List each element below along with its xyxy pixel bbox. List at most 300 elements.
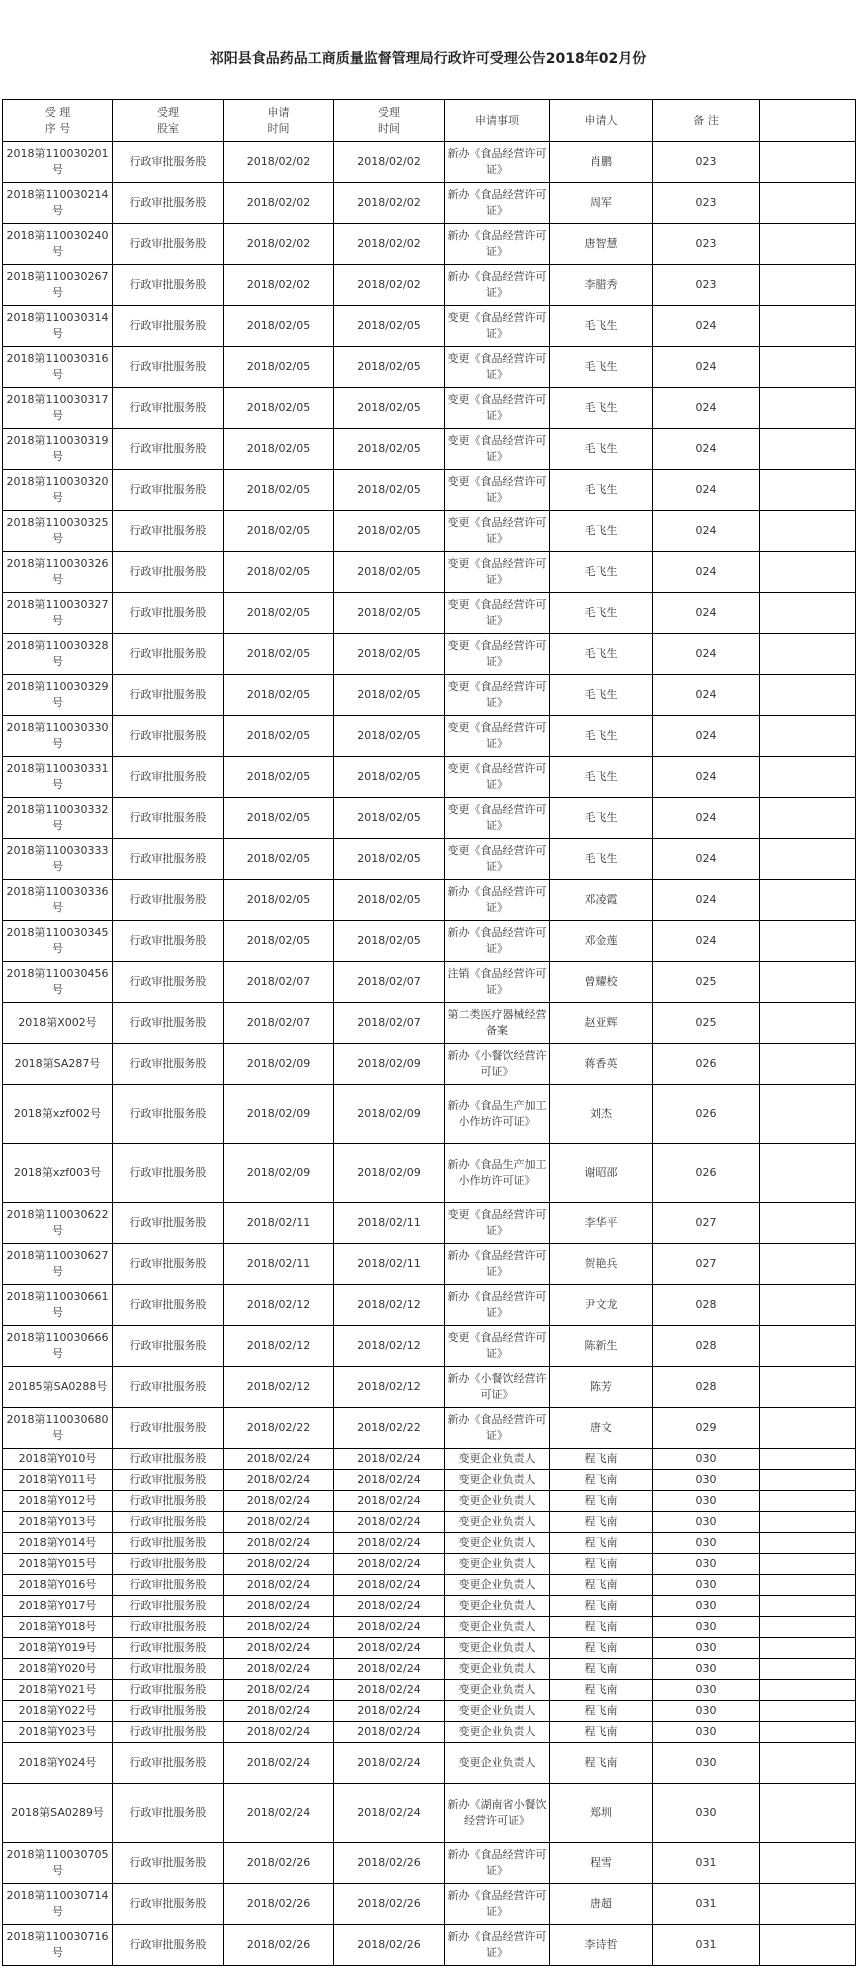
cell-remark: 030 bbox=[653, 1449, 760, 1470]
table-row bbox=[3, 839, 856, 880]
table-row bbox=[3, 183, 856, 224]
cell-empty bbox=[760, 1743, 856, 1784]
cell-department: 行政审批服务股 bbox=[113, 306, 224, 347]
cell-matter: 变更《食品经营许可证》 bbox=[445, 634, 550, 675]
cell-matter: 新办《食品经营许可证》 bbox=[445, 142, 550, 183]
cell-apply-time: 2018/02/24 bbox=[224, 1701, 334, 1722]
cell-empty bbox=[760, 1367, 856, 1408]
table-row bbox=[3, 1680, 856, 1701]
cell-remark: 030 bbox=[653, 1554, 760, 1575]
cell-matter: 变更《食品经营许可证》 bbox=[445, 716, 550, 757]
cell-department: 行政审批服务股 bbox=[113, 1533, 224, 1554]
cell-department: 行政审批服务股 bbox=[113, 347, 224, 388]
table-row bbox=[3, 1596, 856, 1617]
cell-department: 行政审批服务股 bbox=[113, 1701, 224, 1722]
cell-apply-time: 2018/02/05 bbox=[224, 716, 334, 757]
cell-accept-time: 2018/02/05 bbox=[334, 921, 445, 962]
cell-serial-no: 2018第110030331号 bbox=[3, 757, 113, 798]
cell-remark: 031 bbox=[653, 1884, 760, 1925]
cell-applicant: 唐文 bbox=[550, 1408, 653, 1449]
table-row bbox=[3, 142, 856, 183]
cell-applicant: 毛飞生 bbox=[550, 757, 653, 798]
cell-serial-no: 2018第xzf002号 bbox=[3, 1085, 113, 1144]
cell-department: 行政审批服务股 bbox=[113, 1044, 224, 1085]
cell-applicant: 邓金莲 bbox=[550, 921, 653, 962]
cell-matter: 新办《食品生产加工小作坊许可证》 bbox=[445, 1144, 550, 1203]
cell-serial-no: 2018第SA287号 bbox=[3, 1044, 113, 1085]
cell-serial-no: 2018第X002号 bbox=[3, 1003, 113, 1044]
cell-empty bbox=[760, 1596, 856, 1617]
table-row bbox=[3, 1701, 856, 1722]
cell-empty bbox=[760, 429, 856, 470]
cell-accept-time: 2018/02/24 bbox=[334, 1659, 445, 1680]
cell-apply-time: 2018/02/24 bbox=[224, 1554, 334, 1575]
cell-apply-time: 2018/02/24 bbox=[224, 1596, 334, 1617]
cell-applicant: 陈芳 bbox=[550, 1367, 653, 1408]
table-row bbox=[3, 1925, 856, 1966]
cell-accept-time: 2018/02/02 bbox=[334, 265, 445, 306]
table-row bbox=[3, 1408, 856, 1449]
cell-department: 行政审批服务股 bbox=[113, 511, 224, 552]
cell-applicant: 毛飞生 bbox=[550, 511, 653, 552]
table-row bbox=[3, 511, 856, 552]
cell-remark: 026 bbox=[653, 1044, 760, 1085]
cell-applicant: 程飞南 bbox=[550, 1722, 653, 1743]
table-row bbox=[3, 1367, 856, 1408]
cell-apply-time: 2018/02/05 bbox=[224, 429, 334, 470]
cell-remark: 024 bbox=[653, 347, 760, 388]
cell-remark: 028 bbox=[653, 1285, 760, 1326]
cell-remark: 030 bbox=[653, 1575, 760, 1596]
cell-apply-time: 2018/02/22 bbox=[224, 1408, 334, 1449]
cell-empty bbox=[760, 757, 856, 798]
cell-remark: 030 bbox=[653, 1533, 760, 1554]
cell-matter: 新办《食品经营许可证》 bbox=[445, 1244, 550, 1285]
cell-apply-time: 2018/02/24 bbox=[224, 1722, 334, 1743]
cell-accept-time: 2018/02/12 bbox=[334, 1367, 445, 1408]
cell-remark: 029 bbox=[653, 1408, 760, 1449]
cell-accept-time: 2018/02/24 bbox=[334, 1743, 445, 1784]
cell-applicant: 程飞南 bbox=[550, 1680, 653, 1701]
cell-serial-no: 2018第110030329号 bbox=[3, 675, 113, 716]
cell-empty bbox=[760, 1085, 856, 1144]
cell-serial-no: 2018第110030456号 bbox=[3, 962, 113, 1003]
cell-matter: 变更企业负责人 bbox=[445, 1596, 550, 1617]
cell-department: 行政审批服务股 bbox=[113, 470, 224, 511]
cell-department: 行政审批服务股 bbox=[113, 1743, 224, 1784]
cell-accept-time: 2018/02/05 bbox=[334, 634, 445, 675]
cell-empty bbox=[760, 1784, 856, 1843]
header-matter: 申请事项 bbox=[445, 100, 550, 142]
cell-serial-no: 2018第Y018号 bbox=[3, 1617, 113, 1638]
cell-remark: 030 bbox=[653, 1596, 760, 1617]
cell-apply-time: 2018/02/24 bbox=[224, 1659, 334, 1680]
cell-department: 行政审批服务股 bbox=[113, 880, 224, 921]
cell-serial-no: 2018第Y024号 bbox=[3, 1743, 113, 1784]
cell-empty bbox=[760, 675, 856, 716]
cell-applicant: 李华平 bbox=[550, 1203, 653, 1244]
cell-accept-time: 2018/02/05 bbox=[334, 388, 445, 429]
cell-remark: 024 bbox=[653, 552, 760, 593]
table-row bbox=[3, 388, 856, 429]
cell-apply-time: 2018/02/24 bbox=[224, 1491, 334, 1512]
cell-matter: 变更《食品经营许可证》 bbox=[445, 1203, 550, 1244]
cell-accept-time: 2018/02/24 bbox=[334, 1449, 445, 1470]
cell-matter: 新办《食品经营许可证》 bbox=[445, 1925, 550, 1966]
cell-apply-time: 2018/02/24 bbox=[224, 1680, 334, 1701]
cell-apply-time: 2018/02/02 bbox=[224, 224, 334, 265]
cell-accept-time: 2018/02/09 bbox=[334, 1044, 445, 1085]
cell-remark: 030 bbox=[653, 1722, 760, 1743]
cell-empty bbox=[760, 1638, 856, 1659]
table-row bbox=[3, 798, 856, 839]
cell-apply-time: 2018/02/24 bbox=[224, 1617, 334, 1638]
cell-matter: 新办《食品经营许可证》 bbox=[445, 880, 550, 921]
cell-applicant: 毛飞生 bbox=[550, 306, 653, 347]
cell-serial-no: 2018第110030332号 bbox=[3, 798, 113, 839]
table-row bbox=[3, 1554, 856, 1575]
cell-accept-time: 2018/02/24 bbox=[334, 1617, 445, 1638]
cell-empty bbox=[760, 470, 856, 511]
table-row bbox=[3, 1244, 856, 1285]
cell-serial-no: 2018第110030627号 bbox=[3, 1244, 113, 1285]
cell-apply-time: 2018/02/09 bbox=[224, 1144, 334, 1203]
table-body bbox=[3, 142, 856, 1966]
cell-empty bbox=[760, 1285, 856, 1326]
cell-applicant: 贺艳兵 bbox=[550, 1244, 653, 1285]
cell-serial-no: 2018第110030317号 bbox=[3, 388, 113, 429]
cell-matter: 变更企业负责人 bbox=[445, 1512, 550, 1533]
cell-applicant: 毛飞生 bbox=[550, 388, 653, 429]
header-applicant: 申请人 bbox=[550, 100, 653, 142]
cell-applicant: 程飞南 bbox=[550, 1638, 653, 1659]
cell-empty bbox=[760, 1884, 856, 1925]
cell-applicant: 毛飞生 bbox=[550, 798, 653, 839]
table-row bbox=[3, 1843, 856, 1884]
cell-apply-time: 2018/02/26 bbox=[224, 1843, 334, 1884]
cell-serial-no: 2018第Y010号 bbox=[3, 1449, 113, 1470]
table-row bbox=[3, 552, 856, 593]
cell-accept-time: 2018/02/26 bbox=[334, 1884, 445, 1925]
cell-accept-time: 2018/02/05 bbox=[334, 306, 445, 347]
cell-matter: 变更《食品经营许可证》 bbox=[445, 347, 550, 388]
cell-serial-no: 2018第110030330号 bbox=[3, 716, 113, 757]
cell-applicant: 赵亚辉 bbox=[550, 1003, 653, 1044]
cell-empty bbox=[760, 1617, 856, 1638]
cell-empty bbox=[760, 552, 856, 593]
cell-matter: 变更企业负责人 bbox=[445, 1470, 550, 1491]
cell-matter: 新办《小餐饮经营许可证》 bbox=[445, 1367, 550, 1408]
cell-accept-time: 2018/02/02 bbox=[334, 142, 445, 183]
cell-department: 行政审批服务股 bbox=[113, 1144, 224, 1203]
permit-table bbox=[2, 99, 856, 1966]
table-row bbox=[3, 1285, 856, 1326]
cell-serial-no: 2018第110030214号 bbox=[3, 183, 113, 224]
cell-apply-time: 2018/02/05 bbox=[224, 675, 334, 716]
cell-accept-time: 2018/02/24 bbox=[334, 1533, 445, 1554]
cell-accept-time: 2018/02/24 bbox=[334, 1701, 445, 1722]
cell-serial-no: 2018第Y017号 bbox=[3, 1596, 113, 1617]
table-row bbox=[3, 1085, 856, 1144]
cell-remark: 027 bbox=[653, 1203, 760, 1244]
cell-department: 行政审批服务股 bbox=[113, 675, 224, 716]
cell-empty bbox=[760, 142, 856, 183]
cell-applicant: 毛飞生 bbox=[550, 634, 653, 675]
cell-remark: 024 bbox=[653, 839, 760, 880]
cell-department: 行政审批服务股 bbox=[113, 429, 224, 470]
table-row bbox=[3, 470, 856, 511]
cell-applicant: 程飞南 bbox=[550, 1449, 653, 1470]
header-apply-time: 申请 时间 bbox=[224, 100, 334, 142]
cell-department: 行政审批服务股 bbox=[113, 1285, 224, 1326]
cell-empty bbox=[760, 798, 856, 839]
cell-remark: 024 bbox=[653, 593, 760, 634]
table-row bbox=[3, 1659, 856, 1680]
cell-apply-time: 2018/02/05 bbox=[224, 593, 334, 634]
table-row bbox=[3, 1533, 856, 1554]
cell-serial-no: 2018第Y011号 bbox=[3, 1470, 113, 1491]
cell-applicant: 程飞南 bbox=[550, 1743, 653, 1784]
cell-applicant: 程飞南 bbox=[550, 1554, 653, 1575]
cell-accept-time: 2018/02/05 bbox=[334, 880, 445, 921]
cell-accept-time: 2018/02/09 bbox=[334, 1144, 445, 1203]
cell-empty bbox=[760, 1144, 856, 1203]
table-row bbox=[3, 675, 856, 716]
cell-matter: 变更企业负责人 bbox=[445, 1617, 550, 1638]
cell-applicant: 程飞南 bbox=[550, 1701, 653, 1722]
cell-apply-time: 2018/02/12 bbox=[224, 1367, 334, 1408]
cell-applicant: 唐智慧 bbox=[550, 224, 653, 265]
cell-empty bbox=[760, 1659, 856, 1680]
cell-remark: 024 bbox=[653, 798, 760, 839]
cell-matter: 变更《食品经营许可证》 bbox=[445, 511, 550, 552]
cell-accept-time: 2018/02/05 bbox=[334, 675, 445, 716]
cell-applicant: 蒋香英 bbox=[550, 1044, 653, 1085]
cell-apply-time: 2018/02/24 bbox=[224, 1470, 334, 1491]
cell-empty bbox=[760, 511, 856, 552]
cell-remark: 025 bbox=[653, 1003, 760, 1044]
cell-accept-time: 2018/02/24 bbox=[334, 1470, 445, 1491]
cell-remark: 030 bbox=[653, 1659, 760, 1680]
cell-department: 行政审批服务股 bbox=[113, 634, 224, 675]
cell-department: 行政审批服务股 bbox=[113, 1884, 224, 1925]
cell-serial-no: 2018第110030622号 bbox=[3, 1203, 113, 1244]
cell-serial-no: 2018第110030316号 bbox=[3, 347, 113, 388]
cell-matter: 变更《食品经营许可证》 bbox=[445, 675, 550, 716]
cell-remark: 031 bbox=[653, 1843, 760, 1884]
cell-accept-time: 2018/02/12 bbox=[334, 1285, 445, 1326]
cell-empty bbox=[760, 1554, 856, 1575]
cell-remark: 024 bbox=[653, 675, 760, 716]
cell-matter: 新办《食品经营许可证》 bbox=[445, 183, 550, 224]
cell-apply-time: 2018/02/05 bbox=[224, 511, 334, 552]
cell-empty bbox=[760, 716, 856, 757]
cell-matter: 新办《食品经营许可证》 bbox=[445, 1884, 550, 1925]
cell-accept-time: 2018/02/05 bbox=[334, 757, 445, 798]
cell-applicant: 毛飞生 bbox=[550, 675, 653, 716]
cell-empty bbox=[760, 880, 856, 921]
cell-matter: 变更《食品经营许可证》 bbox=[445, 593, 550, 634]
cell-accept-time: 2018/02/05 bbox=[334, 552, 445, 593]
cell-department: 行政审批服务股 bbox=[113, 1575, 224, 1596]
cell-serial-no: 2018第Y023号 bbox=[3, 1722, 113, 1743]
cell-accept-time: 2018/02/11 bbox=[334, 1244, 445, 1285]
cell-matter: 变更企业负责人 bbox=[445, 1638, 550, 1659]
cell-accept-time: 2018/02/05 bbox=[334, 429, 445, 470]
cell-accept-time: 2018/02/24 bbox=[334, 1554, 445, 1575]
cell-matter: 新办《食品经营许可证》 bbox=[445, 1843, 550, 1884]
cell-empty bbox=[760, 306, 856, 347]
cell-department: 行政审批服务股 bbox=[113, 142, 224, 183]
cell-remark: 024 bbox=[653, 880, 760, 921]
cell-empty bbox=[760, 347, 856, 388]
cell-department: 行政审批服务股 bbox=[113, 1659, 224, 1680]
cell-apply-time: 2018/02/05 bbox=[224, 306, 334, 347]
cell-accept-time: 2018/02/07 bbox=[334, 1003, 445, 1044]
cell-matter: 变更企业负责人 bbox=[445, 1659, 550, 1680]
table-row bbox=[3, 962, 856, 1003]
cell-applicant: 邓凌霞 bbox=[550, 880, 653, 921]
cell-serial-no: 2018第Y012号 bbox=[3, 1491, 113, 1512]
cell-accept-time: 2018/02/24 bbox=[334, 1638, 445, 1659]
cell-apply-time: 2018/02/11 bbox=[224, 1244, 334, 1285]
cell-apply-time: 2018/02/12 bbox=[224, 1285, 334, 1326]
header-remark: 备 注 bbox=[653, 100, 760, 142]
cell-empty bbox=[760, 1244, 856, 1285]
cell-apply-time: 2018/02/11 bbox=[224, 1203, 334, 1244]
cell-apply-time: 2018/02/05 bbox=[224, 347, 334, 388]
cell-accept-time: 2018/02/05 bbox=[334, 470, 445, 511]
cell-matter: 变更《食品经营许可证》 bbox=[445, 757, 550, 798]
cell-applicant: 郑圳 bbox=[550, 1784, 653, 1843]
cell-serial-no: 2018第Y019号 bbox=[3, 1638, 113, 1659]
cell-serial-no: 2018第110030666号 bbox=[3, 1326, 113, 1367]
cell-department: 行政审批服务股 bbox=[113, 1784, 224, 1843]
cell-remark: 030 bbox=[653, 1701, 760, 1722]
cell-serial-no: 2018第110030201号 bbox=[3, 142, 113, 183]
cell-applicant: 毛飞生 bbox=[550, 347, 653, 388]
cell-empty bbox=[760, 1044, 856, 1085]
cell-accept-time: 2018/02/11 bbox=[334, 1203, 445, 1244]
cell-accept-time: 2018/02/26 bbox=[334, 1925, 445, 1966]
cell-department: 行政审批服务股 bbox=[113, 716, 224, 757]
cell-remark: 024 bbox=[653, 470, 760, 511]
cell-applicant: 程飞南 bbox=[550, 1659, 653, 1680]
cell-accept-time: 2018/02/12 bbox=[334, 1326, 445, 1367]
cell-accept-time: 2018/02/24 bbox=[334, 1722, 445, 1743]
cell-serial-no: 2018第Y014号 bbox=[3, 1533, 113, 1554]
table-row bbox=[3, 1449, 856, 1470]
table-row bbox=[3, 347, 856, 388]
cell-empty bbox=[760, 1722, 856, 1743]
cell-apply-time: 2018/02/05 bbox=[224, 552, 334, 593]
cell-matter: 变更《食品经营许可证》 bbox=[445, 429, 550, 470]
table-row bbox=[3, 1203, 856, 1244]
cell-remark: 030 bbox=[653, 1743, 760, 1784]
table-row bbox=[3, 1326, 856, 1367]
cell-matter: 新办《食品生产加工小作坊许可证》 bbox=[445, 1085, 550, 1144]
cell-apply-time: 2018/02/26 bbox=[224, 1884, 334, 1925]
cell-serial-no: 2018第xzf003号 bbox=[3, 1144, 113, 1203]
cell-serial-no: 2018第110030345号 bbox=[3, 921, 113, 962]
cell-matter: 新办《湖南省小餐饮经营许可证》 bbox=[445, 1784, 550, 1843]
cell-empty bbox=[760, 1203, 856, 1244]
cell-accept-time: 2018/02/05 bbox=[334, 839, 445, 880]
cell-remark: 023 bbox=[653, 183, 760, 224]
cell-apply-time: 2018/02/05 bbox=[224, 921, 334, 962]
cell-department: 行政审批服务股 bbox=[113, 839, 224, 880]
cell-serial-no: 2018第110030240号 bbox=[3, 224, 113, 265]
cell-empty bbox=[760, 593, 856, 634]
cell-accept-time: 2018/02/05 bbox=[334, 716, 445, 757]
header-accept-time: 受理 时间 bbox=[334, 100, 445, 142]
cell-matter: 变更企业负责人 bbox=[445, 1449, 550, 1470]
cell-applicant: 毛飞生 bbox=[550, 429, 653, 470]
cell-apply-time: 2018/02/24 bbox=[224, 1533, 334, 1554]
cell-applicant: 李腊秀 bbox=[550, 265, 653, 306]
cell-applicant: 程飞南 bbox=[550, 1596, 653, 1617]
cell-apply-time: 2018/02/24 bbox=[224, 1638, 334, 1659]
cell-matter: 新办《小餐饮经营许可证》 bbox=[445, 1044, 550, 1085]
cell-remark: 027 bbox=[653, 1244, 760, 1285]
cell-serial-no: 2018第110030336号 bbox=[3, 880, 113, 921]
table-row bbox=[3, 757, 856, 798]
cell-remark: 028 bbox=[653, 1367, 760, 1408]
cell-serial-no: 2018第Y020号 bbox=[3, 1659, 113, 1680]
cell-serial-no: 2018第110030680号 bbox=[3, 1408, 113, 1449]
cell-department: 行政审批服务股 bbox=[113, 1722, 224, 1743]
cell-department: 行政审批服务股 bbox=[113, 224, 224, 265]
cell-matter: 新办《食品经营许可证》 bbox=[445, 265, 550, 306]
cell-apply-time: 2018/02/26 bbox=[224, 1925, 334, 1966]
cell-matter: 变更《食品经营许可证》 bbox=[445, 552, 550, 593]
cell-accept-time: 2018/02/24 bbox=[334, 1512, 445, 1533]
cell-department: 行政审批服务股 bbox=[113, 1470, 224, 1491]
cell-applicant: 程飞南 bbox=[550, 1470, 653, 1491]
cell-department: 行政审批服务股 bbox=[113, 1596, 224, 1617]
table-row bbox=[3, 1575, 856, 1596]
cell-serial-no: 2018第SA0289号 bbox=[3, 1784, 113, 1843]
table-row bbox=[3, 224, 856, 265]
cell-apply-time: 2018/02/24 bbox=[224, 1449, 334, 1470]
cell-department: 行政审批服务股 bbox=[113, 1925, 224, 1966]
cell-serial-no: 2018第110030661号 bbox=[3, 1285, 113, 1326]
cell-apply-time: 2018/02/05 bbox=[224, 880, 334, 921]
cell-applicant: 程雪 bbox=[550, 1843, 653, 1884]
table-row bbox=[3, 1491, 856, 1512]
cell-empty bbox=[760, 1470, 856, 1491]
cell-accept-time: 2018/02/24 bbox=[334, 1575, 445, 1596]
cell-matter: 变更《食品经营许可证》 bbox=[445, 470, 550, 511]
cell-department: 行政审批服务股 bbox=[113, 593, 224, 634]
table-row bbox=[3, 265, 856, 306]
cell-empty bbox=[760, 1843, 856, 1884]
cell-applicant: 毛飞生 bbox=[550, 593, 653, 634]
cell-remark: 028 bbox=[653, 1326, 760, 1367]
cell-serial-no: 2018第110030326号 bbox=[3, 552, 113, 593]
cell-matter: 变更企业负责人 bbox=[445, 1743, 550, 1784]
cell-empty bbox=[760, 1575, 856, 1596]
cell-remark: 030 bbox=[653, 1491, 760, 1512]
cell-applicant: 曾耀校 bbox=[550, 962, 653, 1003]
table-row bbox=[3, 1784, 856, 1843]
table-row bbox=[3, 716, 856, 757]
cell-apply-time: 2018/02/02 bbox=[224, 265, 334, 306]
cell-applicant: 程飞南 bbox=[550, 1533, 653, 1554]
cell-department: 行政审批服务股 bbox=[113, 1244, 224, 1285]
table-row bbox=[3, 634, 856, 675]
table-row bbox=[3, 306, 856, 347]
